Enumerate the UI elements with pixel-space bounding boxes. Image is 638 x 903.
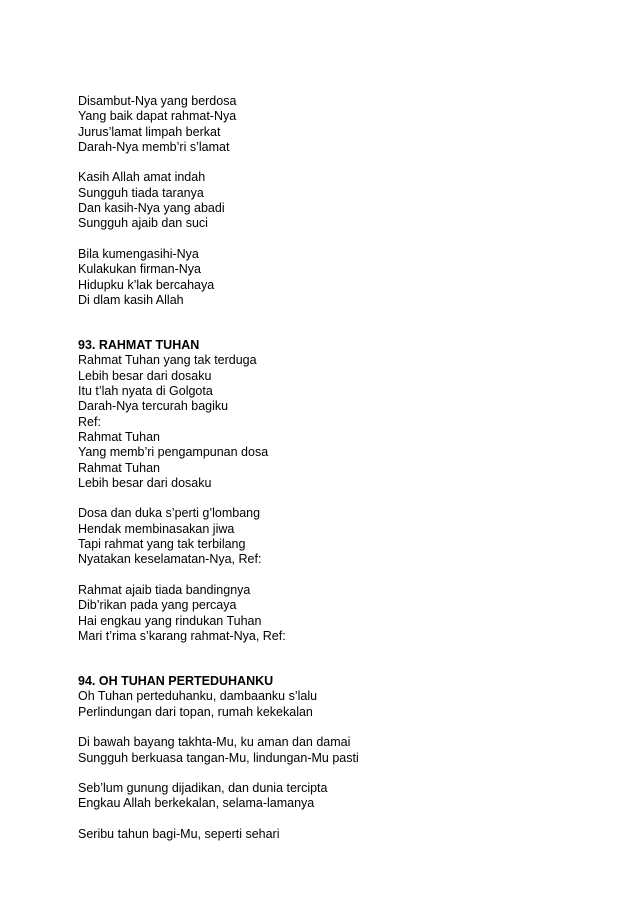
lyric-line: Di bawah bayang takhta-Mu, ku aman dan damai	[78, 735, 351, 750]
lyric-line: Dib’rikan pada yang percaya	[78, 598, 237, 613]
lyric-line: Sungguh ajaib dan suci	[78, 216, 208, 231]
lyric-line: Seribu tahun bagi-Mu, seperti sehari	[78, 827, 280, 842]
lyric-line: Dan kasih-Nya yang abadi	[78, 201, 225, 216]
lyric-line: Bila kumengasihi-Nya	[78, 246, 199, 261]
lyric-line: Sungguh berkuasa tangan-Mu, lindungan-Mu pasti	[78, 750, 359, 765]
lyric-line: Oh Tuhan perteduhanku, dambaanku s’lalu	[78, 689, 318, 704]
lyric-line: Tapi rahmat yang tak terbilang	[78, 537, 246, 552]
song-title: 93. RAHMAT TUHAN	[78, 338, 200, 353]
stanza	[78, 827, 598, 842]
lyric-line: Kasih Allah amat indah	[78, 170, 206, 185]
lyric-line: Rahmat Tuhan	[78, 429, 160, 444]
lyric-line: Perlindungan dari topan, rumah kekekalan	[78, 704, 313, 719]
stanza	[78, 735, 598, 766]
document-page	[78, 94, 598, 842]
lyric-line: Kulakukan firman-Nya	[78, 262, 201, 277]
lyric-line: Lebih besar dari dosaku	[78, 475, 212, 490]
lyric-line: Disambut-Nya yang berdosa	[78, 94, 237, 108]
stanza	[78, 353, 598, 491]
lyric-line: Seb’lum gunung dijadikan, dan dunia tercipta	[78, 781, 328, 796]
stanza	[78, 94, 598, 155]
lyric-line: Lebih besar dari dosaku	[78, 368, 212, 383]
lyric-line: Darah-Nya memb’ri s’lamat	[78, 139, 230, 154]
lyric-line: Jurus’lamat limpah berkat	[78, 124, 221, 139]
stanza	[78, 583, 598, 644]
lyric-line: Rahmat Tuhan yang tak terduga	[78, 353, 257, 368]
lyric-line: Hidupku k’lak bercahaya	[78, 277, 215, 292]
lyric-line: Rahmat ajaib tiada bandingnya	[78, 582, 251, 597]
lyric-line: Di dlam kasih Allah	[78, 292, 184, 307]
lyric-line: Itu t’lah nyata di Golgota	[78, 384, 213, 399]
lyric-line: Rahmat Tuhan	[78, 460, 160, 475]
lyric-line: Darah-Nya tercurah bagiku	[78, 399, 229, 414]
stanza	[78, 506, 598, 567]
song-title: 94. OH TUHAN PERTEDUHANKU	[78, 674, 274, 689]
lyric-line: Nyatakan keselamatan-Nya, Ref:	[78, 552, 262, 567]
stanza	[78, 689, 598, 720]
refrain-label: Ref:	[78, 414, 101, 429]
lyric-line: Dosa dan duka s’perti g’lombang	[78, 506, 261, 521]
lyric-line: Sungguh tiada taranya	[78, 185, 204, 200]
lyric-line: Engkau Allah berkekalan, selama-lamanya	[78, 796, 315, 811]
lyric-line: Mari t’rima s’karang rahmat-Nya, Ref:	[78, 628, 286, 643]
lyric-line: Yang baik dapat rahmat-Nya	[78, 109, 237, 124]
lyric-line: Hendak membinasakan jiwa	[78, 521, 235, 536]
stanza	[78, 781, 598, 812]
stanza	[78, 170, 598, 231]
lyric-line: Yang memb’ri pengampunan dosa	[78, 445, 269, 460]
lyric-line: Hai engkau yang rindukan Tuhan	[78, 613, 262, 628]
stanza	[78, 247, 598, 308]
